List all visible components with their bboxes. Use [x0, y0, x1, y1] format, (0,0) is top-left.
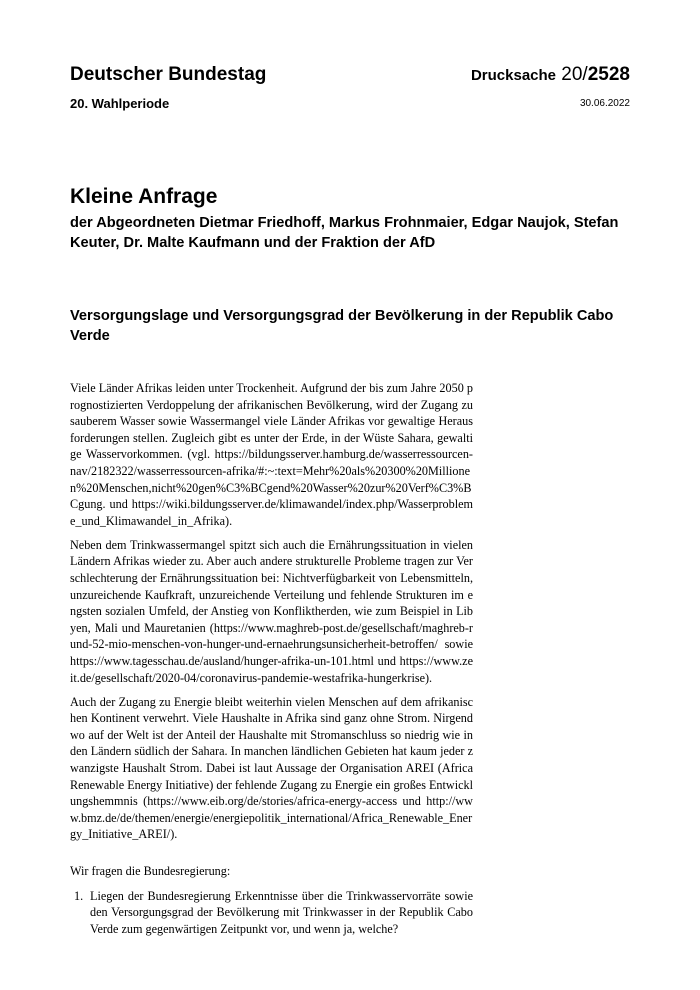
wahlperiode: 20. Wahlperiode [70, 96, 170, 111]
question-item [70, 888, 473, 938]
question-lead: Wir fragen die Bundesregierung: [70, 864, 231, 879]
drucksache-number [471, 64, 630, 86]
document-body [70, 380, 473, 937]
body-paragraph-2: Neben dem Trinkwassermangel spitzt sich auch die Ernährungssituation in vielen Ländern Afrikas wieder zu. Aber auch andere strukturelle Probleme tragen zur Verschlechterung der Ernährungssituation bei: Nichtverfügbarkeit von Lebensmitteln, unzureichende Kaufkraft, unzureichende Verteilung und fehlende Strukturen im engsten sozialen Umfeld, der Anstieg von Konfliktherden, wie zum Beispiel in Libyen, Mali und Mauretanien (https://www.maghreb-post.de/gesellschaft/maghreb-rund-52-mio-menschen-von-hunger-und-ernaehrungsunsicherheit-betroffen/ sowie https://www.tagesschau.de/ausland/hunger-afrika-un-101.html und https://www.zeit.de/gesellschaft/2020-04/coronavirus-pandemie-westafrika-hungerkrise). [70, 537, 473, 685]
body-paragraph-3: Auch der Zugang zu Energie bleibt weiterhin vielen Menschen auf dem afrikanischen Kontinent verwehrt. Viele Haushalte in Afrika sind ganz ohne Strom. Nirgendwo auf der Welt ist der Anteil der Haushalte mit Stromanschluss so niedrig wie in den Ländern südlich der Sahara. In manchen ländlichen Gebieten hat kaum jeder zwanzigste Haushalt Strom. Dabei ist laut Aussage der Organisation AREI (Africa Renewable Energy Initiative) der fehlende Zugang zu Energie ein großes Entwicklungshemmnis (https://www.eib.org/de/stories/africa-energy-access und http://www.bmz.de/de/themen/energie/energiepolitik_international/Africa_Renewable_Energy_Initiative_AREI/). [70, 694, 473, 842]
drucksache-id: 2528 [587, 64, 630, 85]
subject-title: Versorgungslage und Versorgungsgrad der Bevölkerung in der Republik Cabo Verde [70, 308, 614, 344]
body-paragraph-1: Viele Länder Afrikas leiden unter Trockenheit. Aufgrund der bis zum Jahre 2050 prognostizierten Verdoppelung der afrikanischen Bevölkerung, wird der Zugang zu sauberem Wasser sowie Wassermangel viele Länder Afrikas vor gewaltige Herausforderungen stellen. Zugleich gibt es unter der Erde, in der Wüste Sahara, gewaltige Wasservorkommen. (vgl. https://bildungsserver.hamburg.de/wasserressourcen-nav/2182322/wasserressourcen-afrika/#:~:text=Mehr%20als%20300%20Millionen%20Menschen,nicht%20gen%C3%BCgend%20Wasser%20zur%20Verf%C3%BCgung. und https://wiki.bildungsserver.de/klimawandel/index.php/Wasserprobleme_und_Klimawandel_in_Afrika). [70, 381, 473, 528]
parliament-name: Deutscher Bundestag [70, 64, 267, 85]
authors-line: der Abgeordneten Dietmar Friedhoff, Markus Frohnmaier, Edgar Naujok, Stefan Keuter, Dr. Malte Kaufmann und der Fraktion der AfD [70, 215, 619, 251]
question-number: 1. [74, 888, 84, 903]
question-list [70, 888, 473, 938]
document-type-title: Kleine Anfrage [70, 185, 218, 208]
drucksache-prefix: 20/ [561, 64, 588, 85]
question-text: Liegen der Bundesregierung Erkenntnisse über die Trinkwasservorräte sowie den Versorgungsgrad der Bevölkerung mit Trinkwasser in der Republik Cabo Verde zum gegenwärtigen Zeitpunkt vor, und wenn ja, welche? [90, 888, 473, 936]
drucksache-label: Drucksache [470, 67, 557, 84]
document-date: 30.06.2022 [579, 98, 630, 109]
